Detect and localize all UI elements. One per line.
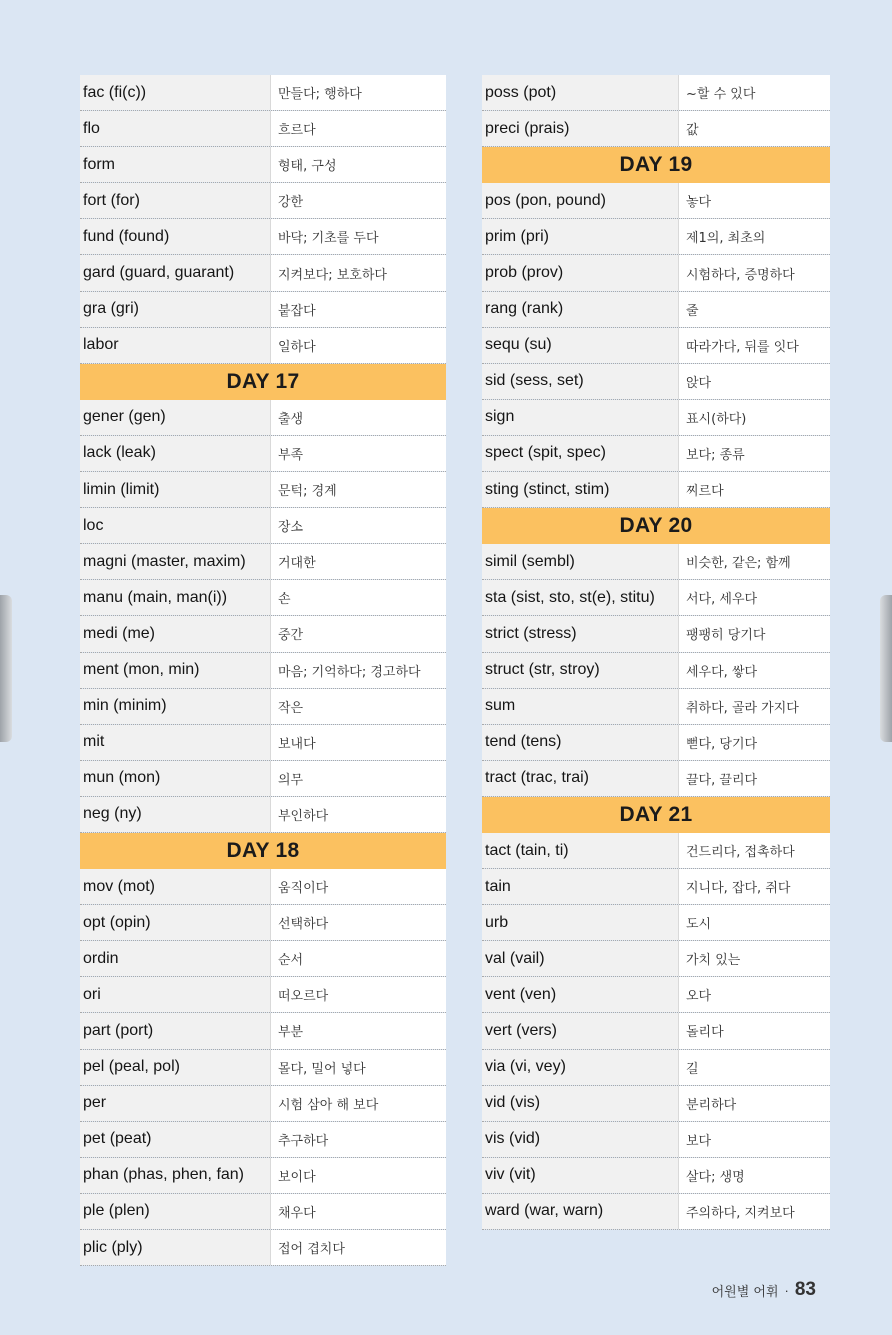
left-vocabulary-column	[80, 75, 446, 1266]
root-meaning: 앉다	[679, 364, 830, 399]
root-meaning: 보다; 종류	[679, 436, 830, 471]
root-meaning: 도시	[679, 905, 830, 940]
vocab-row	[482, 255, 830, 291]
vocab-row	[482, 436, 830, 472]
vocab-row	[80, 328, 446, 364]
root-meaning: 놓다	[679, 183, 830, 218]
word-root: val (vail)	[482, 941, 679, 976]
root-meaning: 시험하다, 증명하다	[679, 255, 830, 290]
vocab-row	[80, 941, 446, 977]
vocab-row	[80, 1086, 446, 1122]
vocab-row	[80, 653, 446, 689]
vocab-row	[482, 1086, 830, 1122]
vocab-row	[80, 292, 446, 328]
word-root: spect (spit, spec)	[482, 436, 679, 471]
root-meaning: 접어 겹치다	[271, 1230, 446, 1265]
word-root: plic (ply)	[80, 1230, 271, 1265]
word-root: limin (limit)	[80, 472, 271, 507]
root-meaning: 길	[679, 1050, 830, 1085]
word-root: gra (gri)	[80, 292, 271, 327]
right-vocabulary-column	[482, 75, 830, 1230]
word-root: sting (stinct, stim)	[482, 472, 679, 507]
vocab-row	[482, 689, 830, 725]
vocab-row	[80, 761, 446, 797]
word-root: preci (prais)	[482, 111, 679, 146]
word-root: tract (trac, trai)	[482, 761, 679, 796]
root-meaning: 건드리다, 접촉하다	[679, 833, 830, 868]
word-root: tend (tens)	[482, 725, 679, 760]
vocab-row	[482, 219, 830, 255]
word-root: urb	[482, 905, 679, 940]
word-root: fund (found)	[80, 219, 271, 254]
word-root: opt (opin)	[80, 905, 271, 940]
word-root: fort (for)	[80, 183, 271, 218]
vocab-row	[482, 400, 830, 436]
word-root: phan (phas, phen, fan)	[80, 1158, 271, 1193]
word-root: simil (sembl)	[482, 544, 679, 579]
vocab-row	[482, 111, 830, 147]
root-meaning: 표시(하다)	[679, 400, 830, 435]
root-meaning: 시험 삼아 해 보다	[271, 1086, 446, 1121]
vocab-row	[482, 905, 830, 941]
root-meaning: 보다	[679, 1122, 830, 1157]
page-footer	[712, 1279, 816, 1301]
word-root: gard (guard, guarant)	[80, 255, 271, 290]
word-root: form	[80, 147, 271, 182]
word-root: neg (ny)	[80, 797, 271, 832]
vocab-row	[482, 75, 830, 111]
word-root: lack (leak)	[80, 436, 271, 471]
vocab-row	[482, 977, 830, 1013]
vocab-row	[80, 508, 446, 544]
root-meaning: 돌리다	[679, 1013, 830, 1048]
word-root: loc	[80, 508, 271, 543]
vocab-row	[80, 1194, 446, 1230]
vocab-row	[80, 1158, 446, 1194]
word-root: mit	[80, 725, 271, 760]
vocab-row	[482, 761, 830, 797]
root-meaning: 강한	[271, 183, 446, 218]
vocab-row	[80, 869, 446, 905]
root-meaning: 제1의, 최초의	[679, 219, 830, 254]
word-root: sta (sist, sto, st(e), stitu)	[482, 580, 679, 615]
word-root: fac (fi(c))	[80, 75, 271, 110]
day-header: DAY 20	[482, 508, 830, 544]
word-root: rang (rank)	[482, 292, 679, 327]
root-meaning: 문턱; 경계	[271, 472, 446, 507]
word-root: via (vi, vey)	[482, 1050, 679, 1085]
word-root: min (minim)	[80, 689, 271, 724]
vocab-row	[482, 1122, 830, 1158]
root-meaning: 몰다, 밀어 넣다	[271, 1050, 446, 1085]
vocab-row	[80, 977, 446, 1013]
root-meaning: 바닥; 기초를 두다	[271, 219, 446, 254]
root-meaning: 만들다; 행하다	[271, 75, 446, 110]
word-root: sid (sess, set)	[482, 364, 679, 399]
root-meaning: 순서	[271, 941, 446, 976]
word-root: vis (vid)	[482, 1122, 679, 1157]
right-side-tab	[880, 595, 892, 742]
word-root: pel (peal, pol)	[80, 1050, 271, 1085]
vocab-row	[482, 544, 830, 580]
root-meaning: 일하다	[271, 328, 446, 363]
vocab-row	[482, 1194, 830, 1230]
root-meaning: 붙잡다	[271, 292, 446, 327]
vocab-row	[80, 905, 446, 941]
day-header: DAY 18	[80, 833, 446, 869]
root-meaning: 가치 있는	[679, 941, 830, 976]
root-meaning: 의무	[271, 761, 446, 796]
word-root: poss (pot)	[482, 75, 679, 110]
word-root: vid (vis)	[482, 1086, 679, 1121]
root-meaning: ~할 수 있다	[679, 75, 830, 110]
root-meaning: 지니다, 잡다, 쥐다	[679, 869, 830, 904]
word-root: tain	[482, 869, 679, 904]
vocab-row	[482, 472, 830, 508]
word-root: ward (war, warn)	[482, 1194, 679, 1229]
vocab-row	[482, 1050, 830, 1086]
root-meaning: 찌르다	[679, 472, 830, 507]
vocab-row	[482, 941, 830, 977]
root-meaning: 중간	[271, 616, 446, 651]
word-root: medi (me)	[80, 616, 271, 651]
root-meaning: 비슷한, 같은; 함께	[679, 544, 830, 579]
word-root: sum	[482, 689, 679, 724]
vocab-row	[80, 580, 446, 616]
root-meaning: 세우다, 쌓다	[679, 653, 830, 688]
root-meaning: 추구하다	[271, 1122, 446, 1157]
day-header: DAY 21	[482, 797, 830, 833]
root-meaning: 보이다	[271, 1158, 446, 1193]
root-meaning: 오다	[679, 977, 830, 1012]
root-meaning: 부분	[271, 1013, 446, 1048]
root-meaning: 보내다	[271, 725, 446, 760]
root-meaning: 주의하다, 지켜보다	[679, 1194, 830, 1229]
vocab-row	[482, 328, 830, 364]
vocab-row	[482, 364, 830, 400]
vocab-row	[80, 616, 446, 652]
word-root: pet (peat)	[80, 1122, 271, 1157]
vocab-row	[80, 1122, 446, 1158]
vocab-row	[482, 1013, 830, 1049]
vocab-row	[80, 689, 446, 725]
root-meaning: 형태, 구성	[271, 147, 446, 182]
word-root: gener (gen)	[80, 400, 271, 435]
root-meaning: 서다, 세우다	[679, 580, 830, 615]
vocab-row	[80, 1230, 446, 1266]
word-root: flo	[80, 111, 271, 146]
vocab-row	[80, 472, 446, 508]
vocab-row	[482, 1158, 830, 1194]
vocab-row	[80, 797, 446, 833]
vocab-row	[80, 544, 446, 580]
word-root: tact (tain, ti)	[482, 833, 679, 868]
word-root: mov (mot)	[80, 869, 271, 904]
root-meaning: 출생	[271, 400, 446, 435]
root-meaning: 마음; 기억하다; 경고하다	[271, 653, 446, 688]
word-root: sequ (su)	[482, 328, 679, 363]
root-meaning: 손	[271, 580, 446, 615]
vocab-row	[80, 75, 446, 111]
root-meaning: 거대한	[271, 544, 446, 579]
footer-separator: ·	[784, 1282, 789, 1298]
vocab-row	[80, 111, 446, 147]
word-root: strict (stress)	[482, 616, 679, 651]
root-meaning: 살다; 생명	[679, 1158, 830, 1193]
root-meaning: 채우다	[271, 1194, 446, 1229]
vocab-row	[80, 147, 446, 183]
root-meaning: 부족	[271, 436, 446, 471]
root-meaning: 취하다, 골라 가지다	[679, 689, 830, 724]
vocab-row	[80, 255, 446, 291]
word-root: per	[80, 1086, 271, 1121]
root-meaning: 지켜보다; 보호하다	[271, 255, 446, 290]
word-root: struct (str, stroy)	[482, 653, 679, 688]
vocab-row	[80, 1050, 446, 1086]
root-meaning: 장소	[271, 508, 446, 543]
word-root: pos (pon, pound)	[482, 183, 679, 218]
vocab-row	[80, 1013, 446, 1049]
page-number: 83	[794, 1279, 816, 1300]
word-root: viv (vit)	[482, 1158, 679, 1193]
vocab-row	[482, 653, 830, 689]
root-meaning: 따라가다, 뒤를 잇다	[679, 328, 830, 363]
vocab-row	[80, 183, 446, 219]
root-meaning: 끌다, 끌리다	[679, 761, 830, 796]
left-side-tab	[0, 595, 12, 742]
vocab-row	[482, 616, 830, 652]
word-root: ordin	[80, 941, 271, 976]
word-root: labor	[80, 328, 271, 363]
footer-section-label: 어원별 어휘	[711, 1284, 779, 1300]
word-root: magni (master, maxim)	[80, 544, 271, 579]
word-root: vent (ven)	[482, 977, 679, 1012]
day-header: DAY 17	[80, 364, 446, 400]
word-root: ment (mon, min)	[80, 653, 271, 688]
vocab-row	[80, 400, 446, 436]
root-meaning: 줄	[679, 292, 830, 327]
word-root: prim (pri)	[482, 219, 679, 254]
vocab-row	[482, 292, 830, 328]
word-root: sign	[482, 400, 679, 435]
vocab-row	[482, 580, 830, 616]
word-root: ori	[80, 977, 271, 1012]
root-meaning: 분리하다	[679, 1086, 830, 1121]
word-root: ple (plen)	[80, 1194, 271, 1229]
vocab-row	[80, 725, 446, 761]
word-root: vert (vers)	[482, 1013, 679, 1048]
root-meaning: 값	[679, 111, 830, 146]
word-root: prob (prov)	[482, 255, 679, 290]
vocab-row	[482, 833, 830, 869]
vocab-row	[482, 183, 830, 219]
root-meaning: 떠오르다	[271, 977, 446, 1012]
vocab-row	[80, 436, 446, 472]
root-meaning: 부인하다	[271, 797, 446, 832]
word-root: manu (main, man(i))	[80, 580, 271, 615]
vocab-row	[80, 219, 446, 255]
word-root: mun (mon)	[80, 761, 271, 796]
root-meaning: 움직이다	[271, 869, 446, 904]
root-meaning: 팽팽히 당기다	[679, 616, 830, 651]
day-header: DAY 19	[482, 147, 830, 183]
root-meaning: 선택하다	[271, 905, 446, 940]
vocab-row	[482, 725, 830, 761]
root-meaning: 작은	[271, 689, 446, 724]
vocab-row	[482, 869, 830, 905]
root-meaning: 뻗다, 당기다	[679, 725, 830, 760]
word-root: part (port)	[80, 1013, 271, 1048]
root-meaning: 흐르다	[271, 111, 446, 146]
